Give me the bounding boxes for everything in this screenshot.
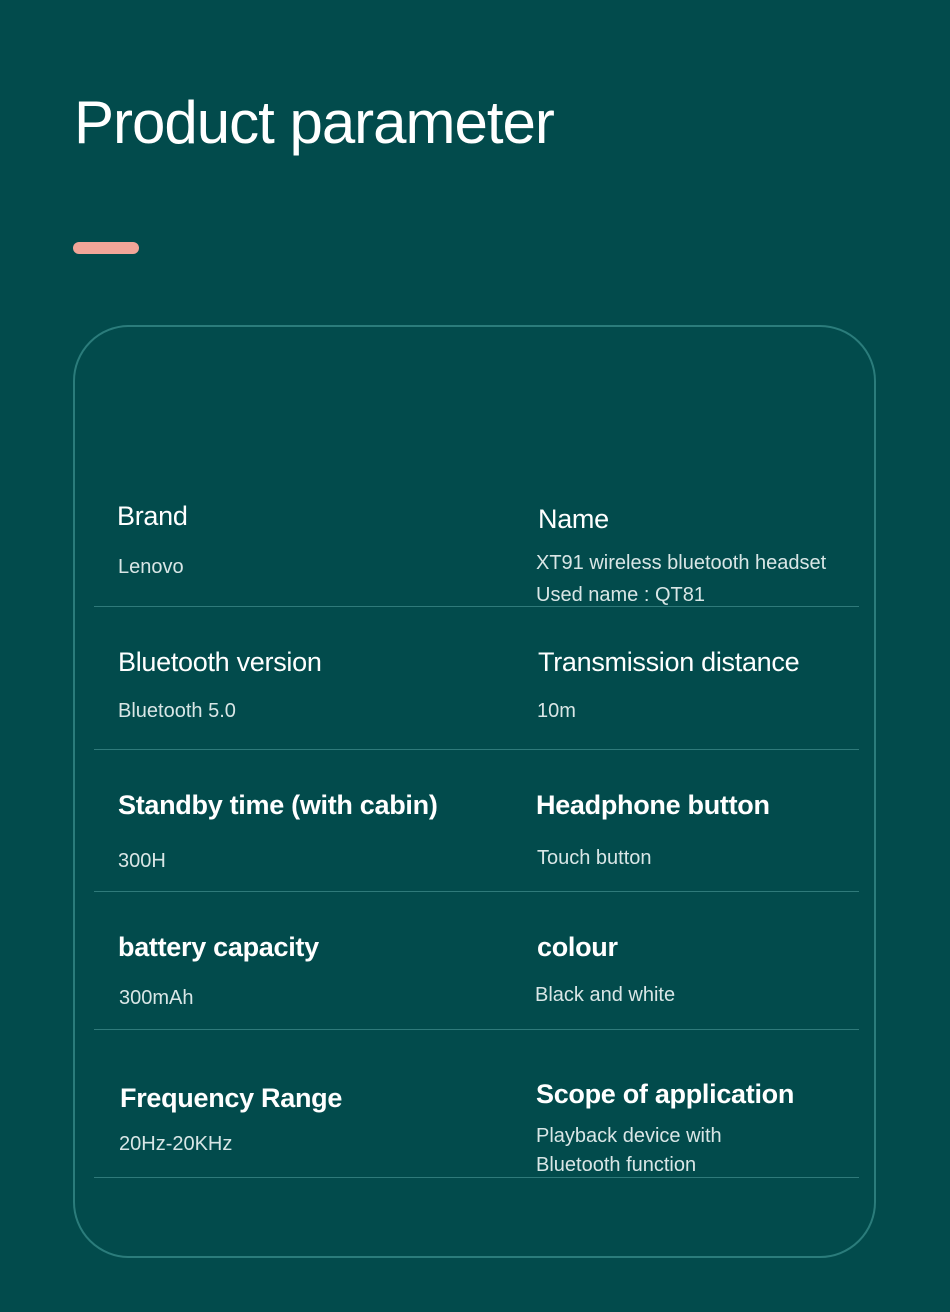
transmission-distance-value: 10m bbox=[537, 700, 576, 722]
row-divider bbox=[94, 1177, 859, 1178]
row-divider bbox=[94, 891, 859, 892]
brand-value: Lenovo bbox=[118, 556, 184, 578]
transmission-distance-label: Transmission distance bbox=[538, 647, 800, 677]
standby-time-value: 300H bbox=[118, 850, 166, 872]
scope-of-application-value-line2: Bluetooth function bbox=[536, 1154, 697, 1176]
standby-time-label: Standby time (with cabin) bbox=[118, 790, 438, 820]
scope-of-application-value-line1: Playback device with bbox=[536, 1125, 722, 1147]
frequency-range-label: Frequency Range bbox=[120, 1083, 343, 1113]
row-divider bbox=[94, 606, 859, 607]
brand-label: Brand bbox=[117, 501, 188, 531]
frequency-range-value: 20Hz-20KHz bbox=[119, 1133, 233, 1155]
battery-capacity-label: battery capacity bbox=[118, 932, 319, 962]
page-title: Product parameter bbox=[74, 89, 554, 156]
bluetooth-version-label: Bluetooth version bbox=[118, 647, 322, 677]
accent-bar bbox=[73, 242, 139, 254]
row-divider bbox=[94, 749, 859, 750]
colour-label: colour bbox=[537, 932, 618, 962]
colour-value: Black and white bbox=[535, 984, 676, 1006]
name-label: Name bbox=[538, 504, 609, 534]
name-value-line2: Used name : QT81 bbox=[536, 584, 705, 606]
headphone-button-value: Touch button bbox=[537, 847, 652, 869]
name-value-line1: XT91 wireless bluetooth headset bbox=[536, 552, 827, 574]
headphone-button-label: Headphone button bbox=[536, 790, 770, 820]
row-divider bbox=[94, 1029, 859, 1030]
scope-of-application-label: Scope of application bbox=[536, 1079, 795, 1109]
bluetooth-version-value: Bluetooth 5.0 bbox=[118, 700, 236, 722]
battery-capacity-value: 300mAh bbox=[119, 987, 194, 1009]
